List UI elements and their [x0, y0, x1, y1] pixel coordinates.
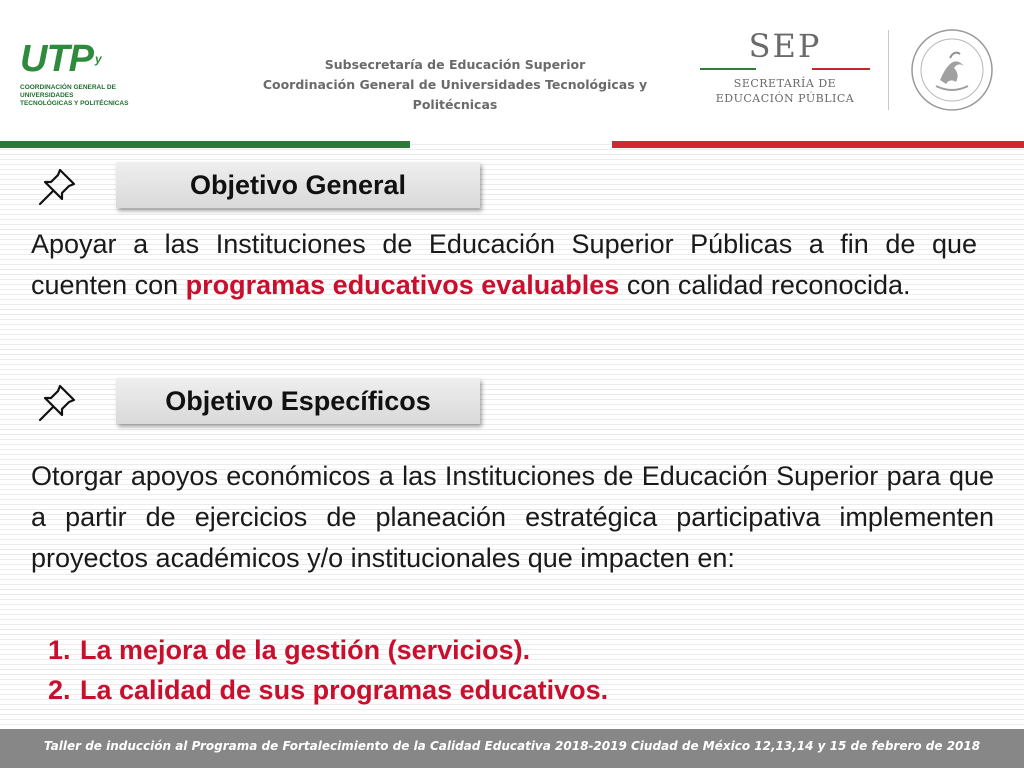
header-titles	[240, 55, 670, 115]
sep-name-line1: SECRETARÍA DE	[733, 77, 837, 90]
objetivo-general-text: Apoyar a las Instituciones de Educación Superior Públicas a fin de que cuenten con programas educativos evaluables con calidad reconocida.	[31, 229, 977, 300]
sep-acronym: SEP	[748, 27, 822, 65]
header-divider	[888, 30, 889, 110]
subsecretaria-title: Subsecretaría de Educación Superior	[324, 57, 586, 72]
objetivo-general-heading: Objetivo General	[116, 162, 480, 208]
sep-tricolor-line	[700, 68, 870, 70]
list-item: 2. La calidad de sus programas educativos.	[48, 675, 609, 705]
objetivo-especificos-heading: Objetivo Específicos	[116, 378, 480, 424]
green-accent-bar	[0, 141, 410, 148]
highlighted-phrase: programas educativos evaluables	[185, 270, 620, 300]
utp-logo-line2: TECNOLÓGICAS Y POLITÉCNICAS	[20, 100, 129, 107]
mexican-coat-of-arms-seal-icon	[910, 28, 994, 112]
utp-logo-line1: COORDINACIÓN GENERAL DE UNIVERSIDADES	[20, 84, 116, 99]
sep-name-line2: EDUCACIÓN PÚBLICA	[715, 92, 855, 105]
red-accent-bar	[612, 141, 1024, 148]
objetivo-especificos-text: Otorgar apoyos económicos a las Instituciones de Educación Superior para que a partir de ejercicios de planeación estratégica participativa implementen proyectos académicos y/o institucionales que impacten en:	[31, 461, 994, 573]
coordinacion-title: Coordinación General de Universidades Tecnológicas y Politécnicas	[262, 77, 648, 112]
utp-logo	[20, 40, 150, 106]
header	[0, 0, 1024, 140]
impact-list	[48, 630, 808, 710]
pushpin-icon	[36, 166, 78, 208]
utp-logo-mark: UTP $^y$	[20, 38, 101, 80]
footer-bar	[0, 729, 1024, 768]
list-item: 1. La mejora de la gestión (servicios).	[48, 635, 531, 665]
footer-text: Taller de inducción al Programa de Fortalecimiento de la Calidad Educativa 2018-2019 Ciudad de México 12,13,14 y 15 de febrero de 2018	[43, 739, 981, 753]
sep-logo	[700, 28, 870, 108]
pushpin-icon	[36, 382, 78, 424]
